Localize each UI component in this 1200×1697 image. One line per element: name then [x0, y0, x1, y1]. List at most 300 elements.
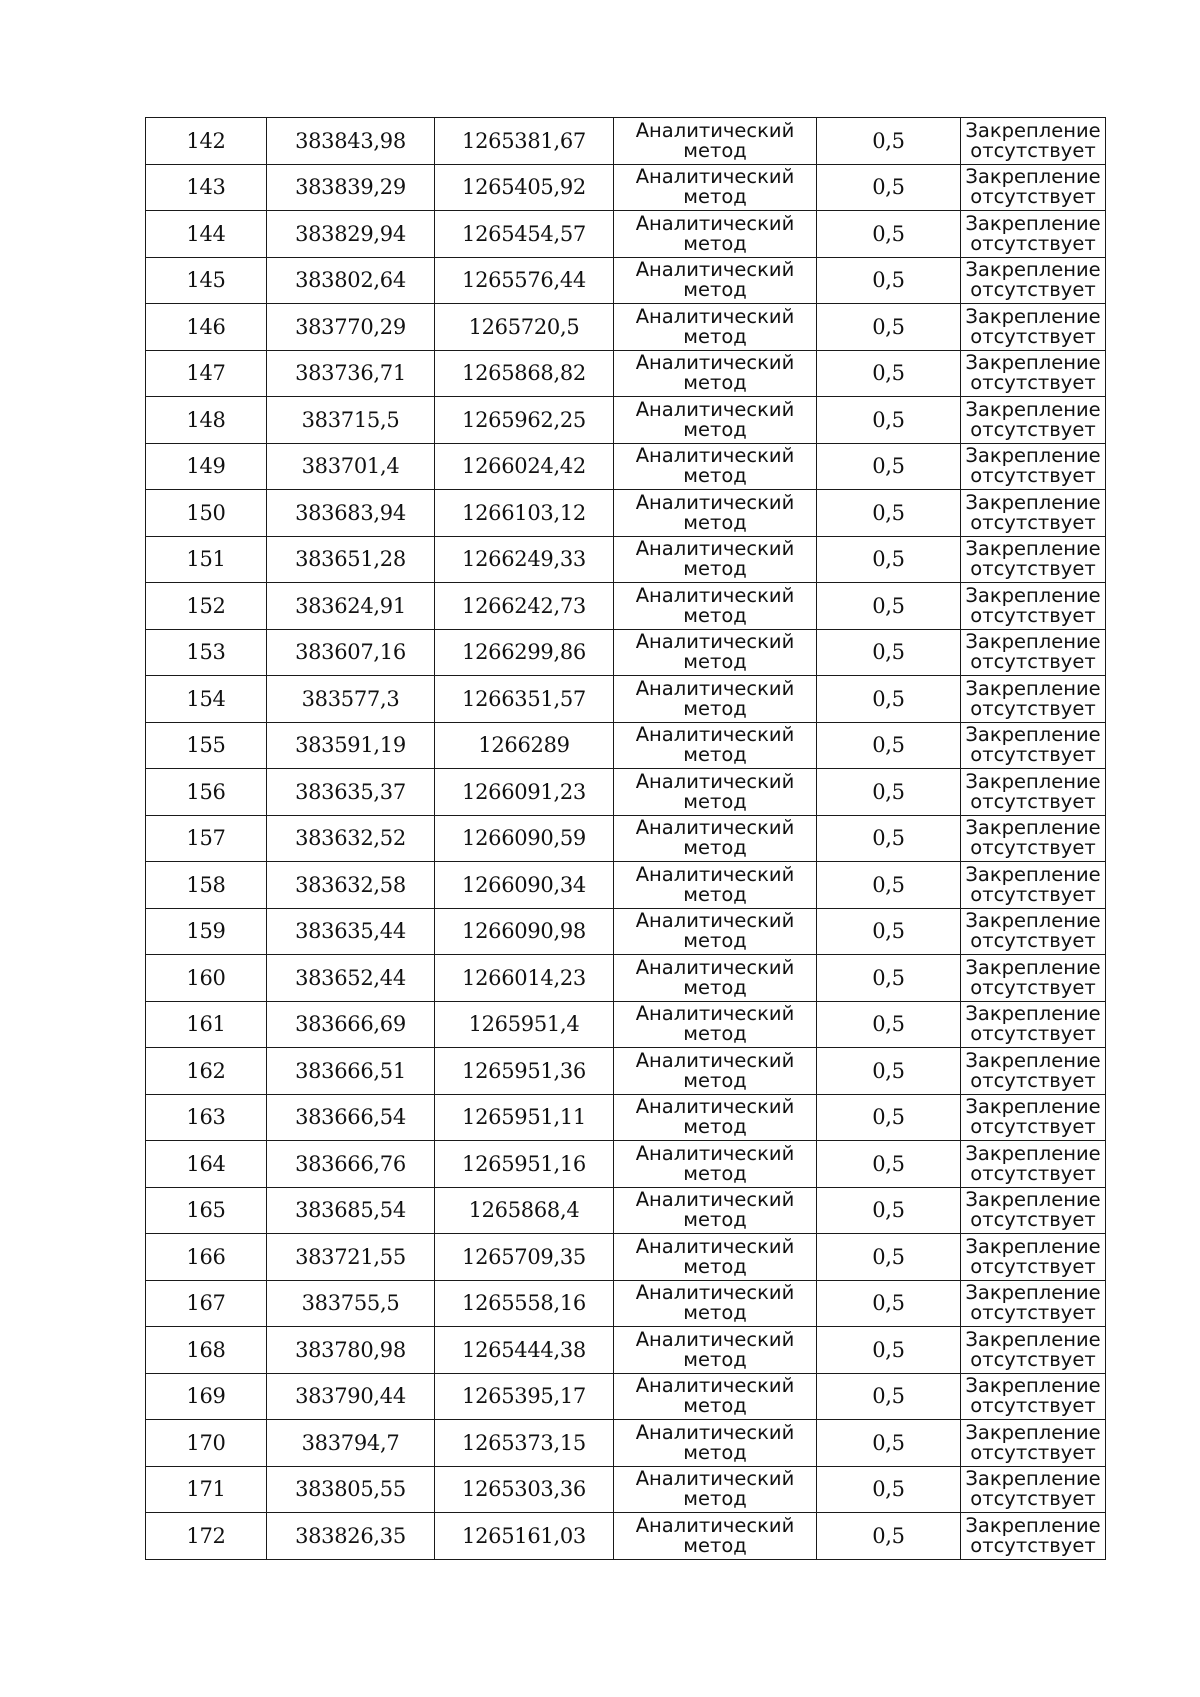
y-coordinate-cell: 1266091,23: [435, 769, 614, 816]
method-line-1: Аналитический: [635, 723, 795, 747]
method-cell: [614, 443, 817, 490]
y-coordinate-cell: 1266090,34: [435, 862, 614, 909]
point-number-cell: 158: [146, 862, 267, 909]
x-coordinate-cell: 383826,35: [267, 1513, 435, 1560]
method-line-2: метод: [683, 836, 747, 860]
fixation-line-2: отсутствует: [970, 185, 1096, 209]
method-line-2: метод: [683, 1161, 747, 1185]
fixation-cell: [961, 1187, 1106, 1234]
point-number-cell: 168: [146, 1327, 267, 1374]
fixation-line-2: отсутствует: [970, 371, 1096, 395]
fixation-line-2: отсутствует: [970, 231, 1096, 255]
point-number-cell: 146: [146, 304, 267, 351]
method-line-2: метод: [683, 650, 747, 674]
method-line-1: Аналитический: [635, 351, 795, 375]
accuracy-cell: 0,5: [817, 908, 961, 955]
accuracy-cell: 0,5: [817, 350, 961, 397]
method-line-1: Аналитический: [635, 1281, 795, 1305]
fixation-cell: [961, 536, 1106, 583]
method-line-1: Аналитический: [635, 1327, 795, 1351]
fixation-line-1: Закрепление: [965, 1048, 1101, 1072]
method-line-2: метод: [683, 1440, 747, 1464]
table-row: [146, 304, 1106, 351]
table-row: [146, 1048, 1106, 1095]
x-coordinate-cell: 383652,44: [267, 955, 435, 1002]
x-coordinate-cell: 383635,37: [267, 769, 435, 816]
table-row: [146, 955, 1106, 1002]
x-coordinate-cell: 383666,76: [267, 1141, 435, 1188]
fixation-line-1: Закрепление: [965, 1513, 1101, 1537]
method-line-2: метод: [683, 603, 747, 627]
table-row: [146, 629, 1106, 676]
method-line-1: Аналитический: [635, 1141, 795, 1165]
x-coordinate-cell: 383701,4: [267, 443, 435, 490]
accuracy-cell: 0,5: [817, 257, 961, 304]
table-row: [146, 676, 1106, 723]
table-row: [146, 1234, 1106, 1281]
accuracy-cell: 0,5: [817, 862, 961, 909]
method-line-2: метод: [683, 1022, 747, 1046]
y-coordinate-cell: 1266103,12: [435, 490, 614, 537]
fixation-cell: [961, 629, 1106, 676]
fixation-line-1: Закрепление: [965, 1141, 1101, 1165]
fixation-cell: [961, 1513, 1106, 1560]
fixation-cell: [961, 397, 1106, 444]
accuracy-cell: 0,5: [817, 1327, 961, 1374]
method-line-2: метод: [683, 1487, 747, 1511]
fixation-line-1: Закрепление: [965, 816, 1101, 840]
table-row: [146, 1141, 1106, 1188]
y-coordinate-cell: 1265444,38: [435, 1327, 614, 1374]
method-line-1: Аналитический: [635, 165, 795, 189]
accuracy-cell: 0,5: [817, 583, 961, 630]
fixation-cell: [961, 211, 1106, 258]
method-line-2: метод: [683, 231, 747, 255]
x-coordinate-cell: 383755,5: [267, 1280, 435, 1327]
fixation-line-2: отсутствует: [970, 1022, 1096, 1046]
method-line-1: Аналитический: [635, 1095, 795, 1119]
method-cell: [614, 1001, 817, 1048]
table-row: [146, 397, 1106, 444]
method-line-2: метод: [683, 138, 747, 162]
x-coordinate-cell: 383683,94: [267, 490, 435, 537]
method-line-2: метод: [683, 1301, 747, 1325]
method-line-2: метод: [683, 696, 747, 720]
method-line-1: Аналитический: [635, 1188, 795, 1212]
point-number-cell: 163: [146, 1094, 267, 1141]
method-cell: [614, 955, 817, 1002]
y-coordinate-cell: 1265709,35: [435, 1234, 614, 1281]
fixation-line-1: Закрепление: [965, 1188, 1101, 1212]
method-line-1: Аналитический: [635, 1234, 795, 1258]
table-row: [146, 583, 1106, 630]
method-cell: [614, 815, 817, 862]
fixation-line-1: Закрепление: [965, 397, 1101, 421]
point-number-cell: 149: [146, 443, 267, 490]
point-number-cell: 147: [146, 350, 267, 397]
x-coordinate-cell: 383794,7: [267, 1420, 435, 1467]
method-line-2: метод: [683, 278, 747, 302]
fixation-line-1: Закрепление: [965, 1281, 1101, 1305]
accuracy-cell: 0,5: [817, 1048, 961, 1095]
fixation-cell: [961, 1094, 1106, 1141]
fixation-cell: [961, 676, 1106, 723]
accuracy-cell: 0,5: [817, 1234, 961, 1281]
point-number-cell: 165: [146, 1187, 267, 1234]
fixation-line-1: Закрепление: [965, 1002, 1101, 1026]
fixation-line-2: отсутствует: [970, 1533, 1096, 1557]
fixation-line-2: отсутствует: [970, 1115, 1096, 1139]
fixation-cell: [961, 443, 1106, 490]
fixation-cell: [961, 1327, 1106, 1374]
fixation-cell: [961, 1373, 1106, 1420]
y-coordinate-cell: 1265962,25: [435, 397, 614, 444]
fixation-line-2: отсутствует: [970, 1254, 1096, 1278]
method-cell: [614, 1280, 817, 1327]
accuracy-cell: 0,5: [817, 397, 961, 444]
point-number-cell: 162: [146, 1048, 267, 1095]
method-line-2: метод: [683, 882, 747, 906]
method-line-2: метод: [683, 975, 747, 999]
point-number-cell: 154: [146, 676, 267, 723]
table-row: [146, 1420, 1106, 1467]
fixation-line-2: отсутствует: [970, 1068, 1096, 1092]
fixation-cell: [961, 769, 1106, 816]
method-cell: [614, 118, 817, 165]
y-coordinate-cell: 1265405,92: [435, 164, 614, 211]
fixation-line-1: Закрепление: [965, 862, 1101, 886]
fixation-line-2: отсутствует: [970, 696, 1096, 720]
method-line-1: Аналитический: [635, 490, 795, 514]
x-coordinate-cell: 383802,64: [267, 257, 435, 304]
method-cell: [614, 1094, 817, 1141]
table-row: [146, 1187, 1106, 1234]
fixation-line-2: отсутствует: [970, 324, 1096, 348]
fixation-line-1: Закрепление: [965, 723, 1101, 747]
fixation-line-1: Закрепление: [965, 1234, 1101, 1258]
method-line-2: метод: [683, 417, 747, 441]
fixation-line-2: отсутствует: [970, 603, 1096, 627]
fixation-line-1: Закрепление: [965, 1095, 1101, 1119]
method-cell: [614, 490, 817, 537]
x-coordinate-cell: 383591,19: [267, 722, 435, 769]
x-coordinate-cell: 383843,98: [267, 118, 435, 165]
fixation-line-2: отсутствует: [970, 789, 1096, 813]
method-line-2: метод: [683, 371, 747, 395]
fixation-line-2: отсутствует: [970, 650, 1096, 674]
fixation-line-2: отсутствует: [970, 1208, 1096, 1232]
method-line-1: Аналитический: [635, 583, 795, 607]
method-cell: [614, 583, 817, 630]
table-row: [146, 908, 1106, 955]
method-line-1: Аналитический: [635, 862, 795, 886]
fixation-line-2: отсутствует: [970, 1440, 1096, 1464]
method-cell: [614, 397, 817, 444]
fixation-cell: [961, 350, 1106, 397]
table-row: [146, 443, 1106, 490]
x-coordinate-cell: 383666,54: [267, 1094, 435, 1141]
point-number-cell: 169: [146, 1373, 267, 1420]
method-line-1: Аналитический: [635, 769, 795, 793]
x-coordinate-cell: 383666,51: [267, 1048, 435, 1095]
method-cell: [614, 769, 817, 816]
point-number-cell: 151: [146, 536, 267, 583]
fixation-line-1: Закрепление: [965, 1420, 1101, 1444]
x-coordinate-cell: 383577,3: [267, 676, 435, 723]
point-number-cell: 172: [146, 1513, 267, 1560]
point-number-cell: 150: [146, 490, 267, 537]
fixation-cell: [961, 815, 1106, 862]
y-coordinate-cell: 1265373,15: [435, 1420, 614, 1467]
point-number-cell: 161: [146, 1001, 267, 1048]
method-cell: [614, 350, 817, 397]
method-line-1: Аналитический: [635, 397, 795, 421]
table-row: [146, 211, 1106, 258]
fixation-line-2: отсутствует: [970, 1301, 1096, 1325]
table-row: [146, 118, 1106, 165]
fixation-line-1: Закрепление: [965, 1327, 1101, 1351]
point-number-cell: 164: [146, 1141, 267, 1188]
accuracy-cell: 0,5: [817, 304, 961, 351]
method-cell: [614, 211, 817, 258]
table-row: [146, 257, 1106, 304]
accuracy-cell: 0,5: [817, 536, 961, 583]
fixation-line-1: Закрепление: [965, 909, 1101, 933]
table-row: [146, 164, 1106, 211]
fixation-line-1: Закрепление: [965, 955, 1101, 979]
accuracy-cell: 0,5: [817, 629, 961, 676]
fixation-cell: [961, 1001, 1106, 1048]
x-coordinate-cell: 383805,55: [267, 1466, 435, 1513]
method-line-2: метод: [683, 1394, 747, 1418]
method-line-1: Аналитический: [635, 1513, 795, 1537]
x-coordinate-cell: 383829,94: [267, 211, 435, 258]
method-line-2: метод: [683, 185, 747, 209]
y-coordinate-cell: 1265868,4: [435, 1187, 614, 1234]
method-cell: [614, 1513, 817, 1560]
x-coordinate-cell: 383651,28: [267, 536, 435, 583]
method-line-2: метод: [683, 557, 747, 581]
x-coordinate-cell: 383790,44: [267, 1373, 435, 1420]
method-cell: [614, 908, 817, 955]
fixation-line-1: Закрепление: [965, 583, 1101, 607]
method-cell: [614, 1466, 817, 1513]
method-line-1: Аналитический: [635, 955, 795, 979]
y-coordinate-cell: 1265951,36: [435, 1048, 614, 1095]
x-coordinate-cell: 383624,91: [267, 583, 435, 630]
y-coordinate-cell: 1265303,36: [435, 1466, 614, 1513]
fixation-cell: [961, 490, 1106, 537]
fixation-line-2: отсутствует: [970, 929, 1096, 953]
y-coordinate-cell: 1265454,57: [435, 211, 614, 258]
method-line-1: Аналитический: [635, 258, 795, 282]
accuracy-cell: 0,5: [817, 815, 961, 862]
point-number-cell: 157: [146, 815, 267, 862]
fixation-line-2: отсутствует: [970, 510, 1096, 534]
x-coordinate-cell: 383632,58: [267, 862, 435, 909]
point-number-cell: 148: [146, 397, 267, 444]
fixation-line-2: отсутствует: [970, 1394, 1096, 1418]
fixation-line-1: Закрепление: [965, 1374, 1101, 1398]
point-number-cell: 143: [146, 164, 267, 211]
table-row: [146, 1513, 1106, 1560]
table-row: [146, 769, 1106, 816]
table-row: [146, 536, 1106, 583]
y-coordinate-cell: 1265381,67: [435, 118, 614, 165]
accuracy-cell: 0,5: [817, 1187, 961, 1234]
accuracy-cell: 0,5: [817, 118, 961, 165]
point-number-cell: 159: [146, 908, 267, 955]
method-cell: [614, 536, 817, 583]
fixation-cell: [961, 1420, 1106, 1467]
method-line-2: метод: [683, 1347, 747, 1371]
fixation-cell: [961, 1234, 1106, 1281]
method-line-1: Аналитический: [635, 1374, 795, 1398]
fixation-line-2: отсутствует: [970, 464, 1096, 488]
method-line-1: Аналитический: [635, 1002, 795, 1026]
point-number-cell: 144: [146, 211, 267, 258]
method-line-1: Аналитический: [635, 1420, 795, 1444]
table-row: [146, 1094, 1106, 1141]
method-cell: [614, 257, 817, 304]
fixation-cell: [961, 583, 1106, 630]
method-cell: [614, 676, 817, 723]
fixation-cell: [961, 257, 1106, 304]
accuracy-cell: 0,5: [817, 676, 961, 723]
y-coordinate-cell: 1266014,23: [435, 955, 614, 1002]
accuracy-cell: 0,5: [817, 1513, 961, 1560]
method-cell: [614, 1048, 817, 1095]
point-number-cell: 155: [146, 722, 267, 769]
coordinates-table: [145, 117, 1106, 1560]
fixation-cell: [961, 1466, 1106, 1513]
method-line-1: Аналитический: [635, 118, 795, 142]
fixation-line-2: отсутствует: [970, 1487, 1096, 1511]
accuracy-cell: 0,5: [817, 211, 961, 258]
method-line-1: Аналитический: [635, 1048, 795, 1072]
method-line-1: Аналитический: [635, 676, 795, 700]
x-coordinate-cell: 383635,44: [267, 908, 435, 955]
fixation-cell: [961, 722, 1106, 769]
fixation-cell: [961, 908, 1106, 955]
fixation-line-1: Закрепление: [965, 490, 1101, 514]
method-cell: [614, 1187, 817, 1234]
method-line-1: Аналитический: [635, 630, 795, 654]
method-cell: [614, 1141, 817, 1188]
fixation-line-1: Закрепление: [965, 676, 1101, 700]
fixation-line-2: отсутствует: [970, 557, 1096, 581]
point-number-cell: 170: [146, 1420, 267, 1467]
method-cell: [614, 1327, 817, 1374]
accuracy-cell: 0,5: [817, 490, 961, 537]
fixation-line-1: Закрепление: [965, 118, 1101, 142]
method-line-2: метод: [683, 1068, 747, 1092]
method-line-1: Аналитический: [635, 211, 795, 235]
method-line-2: метод: [683, 464, 747, 488]
method-cell: [614, 862, 817, 909]
x-coordinate-cell: 383780,98: [267, 1327, 435, 1374]
method-line-2: метод: [683, 1533, 747, 1557]
y-coordinate-cell: 1265395,17: [435, 1373, 614, 1420]
fixation-line-1: Закрепление: [965, 444, 1101, 468]
y-coordinate-cell: 1265558,16: [435, 1280, 614, 1327]
point-number-cell: 153: [146, 629, 267, 676]
table-row: [146, 722, 1106, 769]
method-line-1: Аналитический: [635, 537, 795, 561]
fixation-cell: [961, 164, 1106, 211]
accuracy-cell: 0,5: [817, 769, 961, 816]
y-coordinate-cell: 1266299,86: [435, 629, 614, 676]
fixation-cell: [961, 304, 1106, 351]
fixation-line-1: Закрепление: [965, 537, 1101, 561]
x-coordinate-cell: 383666,69: [267, 1001, 435, 1048]
method-line-1: Аналитический: [635, 909, 795, 933]
point-number-cell: 145: [146, 257, 267, 304]
method-line-2: метод: [683, 1254, 747, 1278]
point-number-cell: 152: [146, 583, 267, 630]
fixation-line-2: отсутствует: [970, 417, 1096, 441]
table-row: [146, 1327, 1106, 1374]
fixation-cell: [961, 955, 1106, 1002]
fixation-line-1: Закрепление: [965, 769, 1101, 793]
point-number-cell: 156: [146, 769, 267, 816]
fixation-line-2: отсутствует: [970, 836, 1096, 860]
method-line-2: метод: [683, 1115, 747, 1139]
method-cell: [614, 164, 817, 211]
table-row: [146, 1280, 1106, 1327]
table-row: [146, 862, 1106, 909]
table-row: [146, 1466, 1106, 1513]
method-cell: [614, 629, 817, 676]
x-coordinate-cell: 383607,16: [267, 629, 435, 676]
fixation-cell: [961, 862, 1106, 909]
x-coordinate-cell: 383839,29: [267, 164, 435, 211]
coordinates-table-body: [146, 118, 1106, 1560]
accuracy-cell: 0,5: [817, 1141, 961, 1188]
fixation-line-2: отсутствует: [970, 975, 1096, 999]
accuracy-cell: 0,5: [817, 1280, 961, 1327]
method-line-1: Аналитический: [635, 1467, 795, 1491]
method-cell: [614, 722, 817, 769]
accuracy-cell: 0,5: [817, 1094, 961, 1141]
y-coordinate-cell: 1265720,5: [435, 304, 614, 351]
x-coordinate-cell: 383715,5: [267, 397, 435, 444]
y-coordinate-cell: 1265951,11: [435, 1094, 614, 1141]
y-coordinate-cell: 1265868,82: [435, 350, 614, 397]
accuracy-cell: 0,5: [817, 443, 961, 490]
point-number-cell: 171: [146, 1466, 267, 1513]
fixation-cell: [961, 1280, 1106, 1327]
accuracy-cell: 0,5: [817, 722, 961, 769]
accuracy-cell: 0,5: [817, 1420, 961, 1467]
method-cell: [614, 304, 817, 351]
accuracy-cell: 0,5: [817, 1373, 961, 1420]
point-number-cell: 142: [146, 118, 267, 165]
method-line-2: метод: [683, 324, 747, 348]
y-coordinate-cell: 1266024,42: [435, 443, 614, 490]
method-line-1: Аналитический: [635, 816, 795, 840]
accuracy-cell: 0,5: [817, 164, 961, 211]
y-coordinate-cell: 1265951,4: [435, 1001, 614, 1048]
x-coordinate-cell: 383770,29: [267, 304, 435, 351]
method-cell: [614, 1234, 817, 1281]
y-coordinate-cell: 1266351,57: [435, 676, 614, 723]
fixation-line-1: Закрепление: [965, 304, 1101, 328]
fixation-cell: [961, 118, 1106, 165]
method-line-2: метод: [683, 789, 747, 813]
method-cell: [614, 1420, 817, 1467]
x-coordinate-cell: 383632,52: [267, 815, 435, 862]
